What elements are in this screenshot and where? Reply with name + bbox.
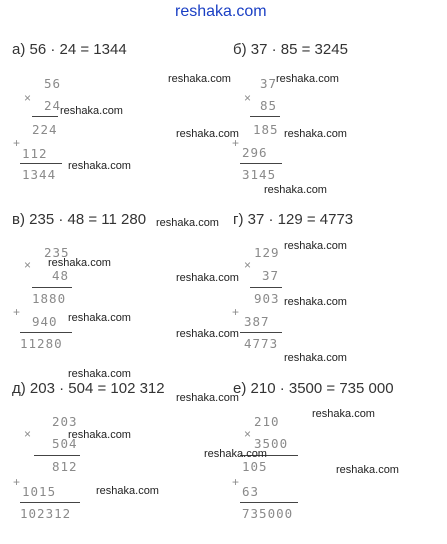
operand2-e: 504 [52, 436, 78, 451]
plus-sign-f: + [232, 475, 240, 489]
multiply-sign-e: × [24, 427, 32, 441]
watermark: reshaka.com [60, 105, 123, 117]
rule-c-1 [32, 287, 72, 288]
watermark: reshaka.com [284, 240, 347, 252]
watermark: reshaka.com [312, 408, 375, 420]
plus-sign-a: + [13, 136, 21, 150]
result-d: 4773 [244, 336, 279, 351]
result-b: 3145 [242, 167, 277, 182]
operand2-b: 85 [260, 98, 278, 113]
partial2-d: 387 [244, 314, 270, 329]
watermark: reshaka.com [176, 128, 239, 140]
multiply-sign-c: × [24, 258, 32, 272]
partial2-c: 940 [32, 314, 58, 329]
operand2-c: 48 [52, 268, 70, 283]
watermark: reshaka.com [176, 328, 239, 340]
watermark: reshaka.com [68, 368, 131, 380]
site-title[interactable]: reshaka.com [175, 3, 267, 20]
watermark: reshaka.com [68, 312, 131, 324]
equation-b: б) 37 · 85 = 3245 [233, 41, 348, 58]
plus-sign-c: + [13, 305, 21, 319]
equation-f: е) 210 · 3500 = 735 000 [233, 380, 394, 397]
rule-a-1 [32, 116, 58, 117]
multiply-sign-f: × [244, 427, 252, 441]
operand1-c: 235 [44, 245, 70, 260]
equation-a: а) 56 · 24 = 1344 [12, 41, 127, 58]
rule-e-2 [20, 502, 80, 503]
watermark: reshaka.com [336, 464, 399, 476]
watermark: reshaka.com [204, 448, 267, 460]
multiply-sign-a: × [24, 91, 32, 105]
watermark: reshaka.com [68, 429, 131, 441]
rule-b-1 [250, 116, 280, 117]
watermark: reshaka.com [96, 485, 159, 497]
partial2-e: 1015 [22, 484, 57, 499]
watermark: reshaka.com [284, 296, 347, 308]
equation-c: в) 235 · 48 = 11 280 [12, 211, 147, 228]
rule-b-2 [240, 163, 282, 164]
watermark: reshaka.com [48, 257, 111, 269]
result-f: 735000 [242, 506, 294, 521]
partial2-a: 112 [22, 146, 48, 161]
rule-d-1 [250, 287, 282, 288]
operand1-b: 37 [260, 76, 278, 91]
equation-d: г) 37 · 129 = 4773 [233, 211, 354, 228]
partial1-f: 105 [242, 459, 268, 474]
plus-sign-d: + [232, 305, 240, 319]
plus-sign-e: + [13, 475, 21, 489]
operand1-d: 129 [254, 245, 280, 260]
watermark: reshaka.com [68, 160, 131, 172]
watermark: reshaka.com [156, 217, 219, 229]
partial1-e: 812 [52, 459, 78, 474]
partial1-d: 903 [254, 291, 280, 306]
watermark: reshaka.com [176, 392, 239, 404]
partial1-c: 1880 [32, 291, 67, 306]
rule-c-2 [20, 332, 72, 333]
watermark: reshaka.com [176, 272, 239, 284]
result-c: 11280 [20, 336, 63, 351]
partial2-f: 63 [242, 484, 260, 499]
result-e: 102312 [20, 506, 72, 521]
operand1-e: 203 [52, 414, 78, 429]
partial1-a: 224 [32, 122, 58, 137]
partial2-b: 296 [242, 145, 268, 160]
partial1-b: 185 [253, 122, 279, 137]
rule-e-1 [34, 455, 80, 456]
rule-a-2 [20, 163, 62, 164]
result-a: 1344 [22, 167, 57, 182]
watermark: reshaka.com [284, 128, 347, 140]
watermark: reshaka.com [284, 352, 347, 364]
multiply-sign-d: × [244, 258, 252, 272]
equation-e: д) 203 · 504 = 102 312 [12, 380, 165, 397]
plus-sign-b: + [232, 136, 240, 150]
watermark: reshaka.com [276, 73, 339, 85]
operand1-a: 56 [44, 76, 62, 91]
operand2-d: 37 [262, 268, 280, 283]
rule-d-2 [240, 332, 282, 333]
operand2-f: 3500 [254, 436, 289, 451]
multiply-sign-b: × [244, 91, 252, 105]
watermark: reshaka.com [264, 184, 327, 196]
watermark: reshaka.com [168, 73, 231, 85]
rule-f-2 [240, 502, 298, 503]
operand2-a: 24 [44, 98, 62, 113]
operand1-f: 210 [254, 414, 280, 429]
